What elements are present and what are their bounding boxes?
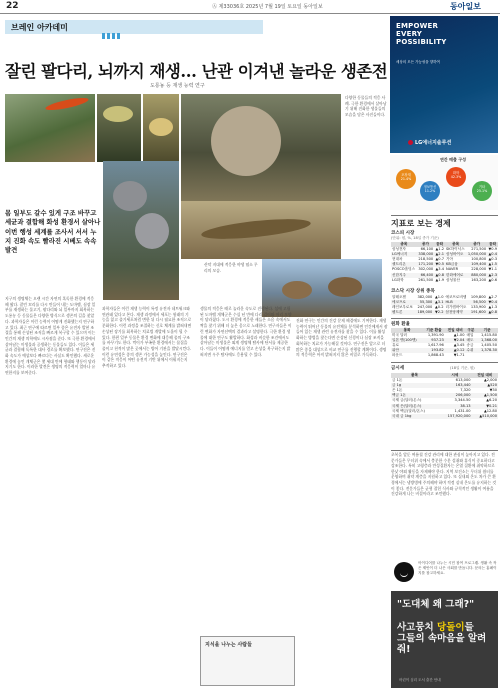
table-cell: 55,300 [415,300,433,305]
table-cell: 송금 [466,343,474,348]
table-cell: ▲3.45 [453,343,465,348]
kosdaq-table [391,295,498,315]
table-cell: 261,500 [418,277,434,282]
table-cell: 1,050,000 [467,252,487,257]
table-header-cell: 종가 [466,242,487,247]
table-cell: 수취 [465,348,476,353]
table-cell: 38.13 [438,404,472,409]
table-cell: 셀트리온 [391,262,417,267]
table-cell: 1,617.96 [427,343,444,348]
table-cell: 109,800 [470,295,486,299]
smiley-text: 아이디어를 나누는 시민 참여 프로그램. 생활 속 작은 제안이 더 나은 사회를 만듭니다. 문의는 홈페이지를 참고하세요. [418,561,497,575]
table-cell: ▼30 [489,388,497,393]
table-cell: LG에너지 [391,252,417,257]
section-label [5,20,263,34]
table-cell: 247,000 [417,305,433,310]
table-header-cell: 종목 [445,242,466,247]
table-row [391,353,498,358]
table-cell: 에코프로 [391,300,415,305]
table-cell: 은 1돈 [392,388,403,393]
indicator-graphic [390,155,498,210]
fish-photo [97,94,141,162]
table-cell: 백금 1돈 [391,393,438,398]
table-row [391,278,498,283]
table-cell [476,353,498,358]
table-cell: SK하이닉스 [446,247,465,252]
table-cell: ▼1.1 [488,267,497,272]
table-cell: 206,000 [438,393,472,398]
table-cell: 펩트론 [391,310,415,315]
table-cell: 미국 달러 [392,333,408,338]
table-cell: 1,868.43 [427,353,444,358]
table-header-cell: 기준 [476,328,498,333]
divider [391,450,498,451]
paper-logo[interactable]: 동아일보 [450,1,481,11]
advert-line-1: "도대체 왜 그래?" [397,599,475,610]
table-cell: 109,400 [466,262,487,267]
table-cell: 302,000 [418,267,434,272]
gold-note: (18일 기준, 원) [450,366,475,370]
table-cell: ▲2.1 [435,252,445,257]
table-cell: ▲0.2 [435,305,444,310]
table-cell [465,353,476,358]
fx-table [391,328,498,359]
table-row [391,310,498,315]
table-cell: 163,200 [471,277,487,282]
table-cell: ▼0.4 [488,300,497,305]
table-cell: 1,368.00 [476,338,498,343]
book-advert[interactable] [391,591,498,688]
table-cell: 한화에어로 [445,273,466,278]
advert-line-2: 사고뭉치 당돌이들 그들의 속마음을 알려줘! [397,622,487,655]
issue-line: Ⓐ 제33036호 2025년 7월 19일 토요일 동아일보 [212,4,323,10]
table-cell: ▼0.5 [435,262,445,267]
article-body-col-3: 생물의 적응은 때로 놀라운 속도로 진행된다. 섬에 고립된 도마뱀 개체군은 수십 년 만에 다리 길이와 머리 모양이 달라졌다. 도시 환경에 적응한 새들은 소음 속에서도 짝을 찾기 위해 더 높은 음으로 노래한다. 연구자들은 이런 변화가 자연선택의 결과라고 설명한다. 극한 환경 생물에 대한 연구도 활발하다. 화성과 비슷한 조건에서도 살아남는 미생물은 외계 생명체 탐사에 단서를 제공한다. 이들이 어떻게 에너지를 얻고 손상을 복구하는지 밝혀지면 우주 탐사에도 응용될 수 있다. [200,306,292,357]
table-cell: 613,000 [455,378,471,383]
table-cell: 삼성전자 [392,247,406,252]
table-cell: 신한지주 [391,273,417,278]
table-header-cell: 시세 [438,373,472,378]
masthead [0,0,500,14]
fx-subtitle: 원화 환율 [391,322,410,327]
table-cell: ▲3.1 [435,300,444,305]
table-cell: 국내 금 1kg [391,414,438,419]
divider [391,362,498,363]
brand-logo: LG에너지솔루션 [408,139,451,146]
table-cell: 금 1g [391,383,438,388]
table-cell: ▲0.7 [435,257,445,262]
table-cell: ▲1.0 [435,295,444,299]
indicator-title: 연간 매출 구성 [440,157,466,162]
table-cell: 171,200 [418,262,434,267]
table-cell: ▲12.80 [483,408,497,413]
table-cell: POSCO홀딩스 [392,267,416,272]
table-cell: 위안 [391,348,423,353]
inline-ad-box[interactable] [200,636,295,686]
table-cell: ▲510,000 [472,414,498,419]
article-body-col-4: 진화 연구는 인간의 건강 문제 해결에도 기여한다. 재생 능력이 뛰어난 동물의 유전체를 분석하면 인간에게서 잠들어 있는 재생 관련 유전자를 찾을 수 있다. 이를 활성화하는 방법을 찾는다면 손상된 신경이나 심장 조직을 회복하는 치료가 가능해질 것이다. 연구진은 앞으로 더 많은 종을 대상으로 비교 연구를 진행할 계획이다. 생명의 적응력은 아직 밝혀지지 않은 비밀로 가득하다. [296,318,388,358]
table-header-cell: 구분 [467,328,475,332]
table-cell: 매도 [465,338,476,343]
otter-shape [211,106,281,176]
table-cell: ▲0.6 [488,277,497,282]
table-cell: ▲0.4 [488,252,497,257]
lg-logo-icon [408,140,413,145]
table-cell: 66,100 [420,247,434,252]
empower-ad[interactable] [390,16,498,153]
photo-caption-right: 다양한 동물들의 적응 사례. 극한 환경에서 살아남기 위해 진화한 생물들의 모습을 담은 사진들이다. [345,95,387,118]
table-cell: LG화학 [392,277,404,282]
indicator-circle-4: 기타 25.1% [472,181,492,201]
table-cell: 국제 은(달러/온스) [391,404,438,409]
koala-photo [103,161,179,300]
section-decoration [102,24,122,43]
table-cell: 1,415.80 [480,333,497,338]
table-cell: 3,344.50 [454,398,471,403]
table-cell: 271,500 [471,247,487,252]
table-cell: ▼0.9 [488,247,497,252]
table-cell: 1,431.00 [454,408,471,413]
goat-caption: 산악 지대에 적응한 야생 염소 무리의 모습. [204,262,258,273]
table-header-cell: 통화 [391,328,423,333]
fish-shape [103,106,133,122]
article-byline: 도롱뇽 등 재생 능력 연구 [150,83,205,89]
table-cell: HLB [444,300,468,305]
table-header-cell: 종목 [391,242,417,247]
table-cell: 금 1돈 [392,378,403,383]
smiley-promo[interactable] [391,559,498,588]
table-cell: 157,920,000 [438,414,472,419]
table-cell: ▲1.9 [435,277,445,282]
lizard-shape-2 [200,215,311,242]
table-cell: 56,500 [469,300,487,305]
otter-photo [181,94,341,201]
table-cell: NAVER [446,267,459,272]
kospi-note: (단위: 원, %, 18일 종가 기준) [391,236,439,240]
table-row [391,414,498,419]
table-cell: 382,000 [417,295,433,299]
kosdaq-subtitle: 코스닥 시장 상위 종목 [391,289,435,294]
table-cell: 193.82 [423,348,445,353]
indicator-circle-3: 화학 42.3% [446,167,466,187]
table-cell: ▲1.3 [488,305,497,310]
table-cell: 삼성바이오 [445,252,466,257]
table-cell: ▲3.4 [435,267,445,272]
table-cell: 191,600 [469,310,487,315]
table-cell: 133,900 [470,305,486,310]
indicator-circle-2: 정보통신 11.2% [420,181,440,201]
table-header-cell: 등락 [436,242,444,246]
table-cell: KB금융 [445,262,466,267]
table-cell: ▼0.21 [472,404,498,409]
divider [391,215,498,216]
gold-subtitle: 금시세 [391,366,405,371]
table-cell: ▲0.8 [488,310,497,315]
table-cell: 1,378.30 [476,348,498,353]
table-cell: 228,000 [471,267,487,272]
table-cell: 100,800 [471,257,487,262]
smiley-icon [394,562,414,582]
kospi-table [391,242,498,283]
table-cell: ▲1.2 [435,247,445,252]
goat-shape-2 [328,277,362,297]
table-header-cell: 전일 대비 [445,328,466,333]
kospi-subtitle: 코스피 시장 [391,231,415,236]
table-cell: 1,391.90 [427,333,444,338]
table-cell: 매입 [466,333,474,338]
table-cell: ▼1.71 [453,353,465,358]
frog-shape [149,118,173,136]
lizard-on-sand-photo [181,201,341,259]
table-cell: ▲2,000 [483,378,497,383]
table-cell: 218,500 [418,257,434,262]
divider [391,318,498,319]
frog-photo [143,94,179,162]
table-cell: 1,405.50 [480,343,497,348]
table-header-cell: 기준 환율 [423,328,445,333]
table-cell: ▲6.20 [486,398,497,403]
table-cell: ▲1.5 [488,262,497,267]
table-cell: 7,320 [460,388,471,393]
table-cell: ▼2.04 [445,338,466,343]
koala-head-shape [113,181,147,211]
table-cell: 파운드 [392,353,403,358]
market-title: 지표로 보는 경제 [391,219,451,228]
lizard-shape [45,96,90,113]
table-cell: 삼성물산 [446,277,460,282]
page-number: 22 [6,1,19,11]
table-cell: 937.23 [423,338,445,343]
table-cell: ▲1,500 [472,393,498,398]
table-cell: 현대차 [392,257,403,262]
advert-fineprint: 어린이 심리 도서 출간 안내 [399,678,441,682]
table-cell: 알테오젠 [392,295,406,299]
table-cell: 에코프로비엠 [445,295,467,299]
table-cell: 유로 [392,343,399,348]
table-header-cell: 등락 [489,242,497,246]
table-cell: 880,000 [466,273,487,278]
empower-subtitle: 세상의 모든 가능성을 향하여 [396,60,440,64]
inline-ad-title: 지식을 나누는 사람들 [205,642,252,648]
table-cell: ▲2.7 [488,295,497,299]
gold-table [391,373,498,419]
koala-body-shape [135,213,169,249]
article-deck: 몸 일부도 갈수 있게 구조 바꾸고 세균과 결합해 화성 환경서 살아나 이번 행성 세계를 조사서 서서 누 지 진화 속도 빨라진 시베도 속속 발견 [5,209,101,255]
table-cell: 338,000 [418,252,434,257]
table-cell: ▲1.00 [453,333,465,338]
article-headline[interactable]: 잘린 팔다리, 뇌까지 재생… 난관 이겨낸 놀라운 생존전 [5,62,388,81]
table-header-cell: 종가 [417,242,434,247]
right-column-article: 초복을 앞둔 여름철 건강 관리에 대한 관심이 높아지고 있다. 전문가들은 무더위 속에서 충분한 수분 섭취와 휴식이 중요하다고 강조한다. 특히 고령층과 만성질환자는 온열 질환에 취약하므로 한낮 야외 활동을 자제해야 한다. 지역 보건소는 무더위 쉼터를 운영하며 취약 계층을 지원하고 있다. 또 실내외 온도 차가 큰 환경에서는 냉방병에 주의해야 하며 적정 실내 온도를 유지하는 것이 좋다. 전문가들은 균형 잡힌 식사와 규칙적인 생활이 여름을 건강하게 나는 비결이라고 조언했다. [391,452,497,497]
table-cell: ▲520 [472,383,498,388]
table-cell: 레인보우로보 [392,305,413,310]
table-header-cell: 전일 대비 [472,373,498,378]
table-cell: ▲0.8 [435,272,445,277]
goat-shape-1 [282,281,312,299]
table-cell: 163,440 [438,383,472,388]
table-cell: 리가켐바이오 [445,305,467,310]
table-cell: ▲2.3 [488,272,497,277]
empower-title: EMPOWER EVERY POSSIBILITY [396,22,447,46]
table-cell: 66,400 [417,273,434,278]
table-cell: ▲0.3 [488,257,497,262]
table-header-cell: 품목 [391,373,438,378]
table-cell: 국제 금(달러/온스) [392,398,422,403]
table-cell: 기아 [446,257,453,262]
article-body-col-1: 지구의 생명체는 오랜 시간 자연의 혹독한 환경에 적응해 왔다. 잘린 꼬리를 다시 만들어 내는 도마뱀, 심장 일부를 재생하는 물고기, 팔다리와 뇌 일부까지 회복하는 도롱뇽 등 동물들은 다양한 방식으로 생존의 길을 찾았다. 과학자들은 이런 능력이 어떻게 진화했는지 연구하고 있다. 최근 연구에 따르면 일부 종은 유전자 발현 조절을 통해 손상된 조직을 빠르게 복구할 수 있으며 이는 인간의 재생 의학에도 시사점을 준다. 또 극한 환경에서 살아남는 미생물과 공생하는 동물들도 있다. 이들은 세균과 결합해 독특한 대사 경로를 확보했다. 연구진은 진화 속도가 예상보다 빠르다는 사실도 확인했다. 새로운 환경에 놓인 개체군은 몇 세대 만에 형태와 행동이 달라지기도 한다. 이러한 발견은 생명의 적응력이 얼마나 유연한지를 보여준다. [5,296,96,376]
section-title: 브레인 아카데미 [11,23,68,32]
table-cell: 국제 백금(달러/온스) [392,408,425,413]
table-cell: 189,000 [415,310,433,315]
lizard-photo [5,94,95,162]
table-cell: ▼2.2 [435,310,444,315]
table-cell: 일본 엔(100엔) [391,338,423,343]
table-cell: 삼천당제약 [444,310,468,315]
article-body-col-2: 과학자들은 이런 재생 능력이 특정 유전자 네트워크와 연관돼 있다고 본다. 재생 과정에서 세포는 원래의 기능을 잃고 줄기세포처럼 변한 뒤 다시 필요한 조직으로 분화한다. 이런 과정을 조절하는 신호 체계를 밝혀내면 손상된 장기를 회복하는 치료법 개발에 도움이 될 수 있다. 한편 일부 동물은 환경 변화에 대응해 몸의 구조를 바꾸기도 한다. 먹이가 부족한 환경에서는 몸집을 줄이고 천적이 많은 곳에서는 방어 기관을 발달시킨다. 이런 유연성은 종의 생존 가능성을 높인다. 연구진은 이 같은 적응이 어떤 유전적 기반 위에서 이뤄지는지 추적하고 있다. [102,306,192,369]
table-cell: ▲0.12 [445,348,466,353]
indicator-circle-1: 포장재 21.4% [396,169,416,189]
